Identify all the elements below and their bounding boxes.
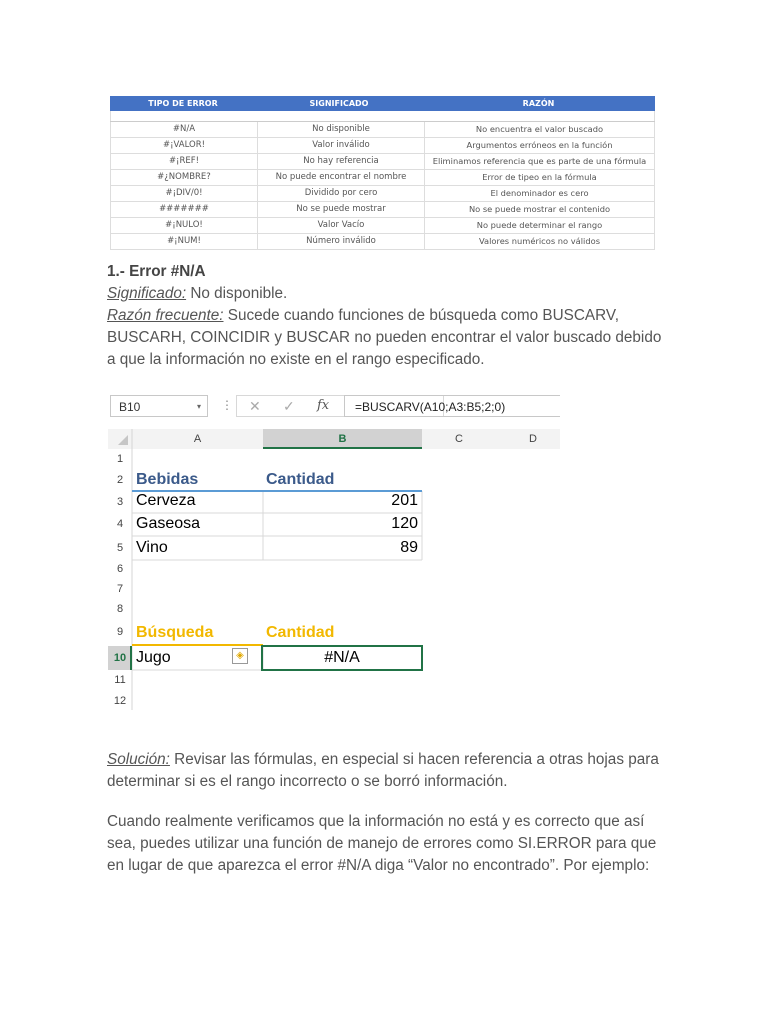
error-warning-icon[interactable]: ◈ <box>232 648 248 664</box>
error-table-header <box>110 96 655 111</box>
column-header-a[interactable]: A <box>193 433 202 445</box>
chevron-down-icon[interactable]: ▾ <box>196 402 201 411</box>
section-heading: 1.- Error #N/A <box>107 263 206 280</box>
row-header-11[interactable]: 11 <box>114 674 126 686</box>
solution-paragraph <box>107 749 667 793</box>
significado-label: Significado: <box>107 285 187 302</box>
row-header-8[interactable]: 8 <box>116 603 124 615</box>
table-row <box>110 122 655 138</box>
error-reason: Argumentos erróneos en la función <box>466 140 613 150</box>
name-box[interactable] <box>110 395 208 417</box>
row-header-9[interactable]: 9 <box>116 626 124 638</box>
enter-check-icon[interactable]: ✓ <box>283 398 295 414</box>
error-code: ####### <box>111 202 258 217</box>
razon-text: Sucede cuando funciones de búsqueda como BUSCARV, BUSCARH, COINCIDIR y BUSCAR no pueden encontrar el valor buscado debido a que la información no existe en el rango especificado. <box>107 307 662 368</box>
header-tipo: TIPO DE ERROR <box>148 99 218 108</box>
razon-label: Razón frecuente: <box>107 307 224 324</box>
cell-b2[interactable]: Cantidad <box>266 471 335 488</box>
row-header-7[interactable]: 7 <box>116 583 124 595</box>
column-header-c[interactable]: C <box>455 433 463 445</box>
error-meaning: Dividido por cero <box>258 186 425 201</box>
error-reason: No se puede mostrar el contenido <box>468 204 611 214</box>
error-reason: No puede determinar el rango <box>476 220 603 230</box>
error-meaning: No se puede mostrar <box>258 202 425 217</box>
cell-a9[interactable]: Búsqueda <box>136 624 214 641</box>
table-row <box>110 202 655 218</box>
cell-a3[interactable]: Cerveza <box>136 492 196 509</box>
error-table-body <box>110 121 655 250</box>
error-types-table <box>110 96 655 250</box>
error-reason: No encuentra el valor buscado <box>475 124 604 134</box>
error-code: #¡VALOR! <box>111 138 258 153</box>
error-code: #¡NUM! <box>111 234 258 249</box>
table-row <box>110 138 655 154</box>
row-header-1[interactable]: 1 <box>116 453 124 465</box>
error-code: #N/A <box>111 122 258 137</box>
more-options-icon[interactable]: ⋮ <box>221 398 233 412</box>
formula-input[interactable]: =BUSCARV(A10;A3:B5;2;0) <box>344 395 560 417</box>
table-row <box>110 234 655 250</box>
row-header-5[interactable]: 5 <box>116 542 124 554</box>
error-reason: Valores numéricos no válidos <box>478 236 601 246</box>
error-meaning: Número inválido <box>258 234 425 249</box>
cell-b5[interactable]: 89 <box>400 539 418 556</box>
name-box-value: B10 <box>119 400 141 414</box>
cell-b4[interactable]: 120 <box>391 515 418 532</box>
header-razon: RAZÓN <box>522 99 555 108</box>
cell-b10[interactable]: #N/A <box>324 649 360 666</box>
error-reason: Error de tipeo en la fórmula <box>482 172 597 182</box>
error-meaning: No disponible <box>258 122 425 137</box>
cell-b3[interactable]: 201 <box>391 492 418 509</box>
cell-a10[interactable]: Jugo <box>136 649 171 666</box>
row-header-2[interactable]: 2 <box>116 474 124 486</box>
error-code: #¡DIV/0! <box>111 186 258 201</box>
error-code: #¿NOMBRE? <box>111 170 258 185</box>
row-header-12[interactable]: 12 <box>113 695 127 707</box>
row-header-3[interactable]: 3 <box>116 496 124 508</box>
function-icon[interactable]: fx <box>317 398 330 413</box>
si-error-paragraph: Cuando realmente verificamos que la información no está y es correcto que así sea, puedes utilizar una función de manejo de errores como SI.ERROR para que en lugar de que aparezca el error #N/A diga “Valor no encontrado”. Por ejemplo: <box>107 813 657 874</box>
cell-b9[interactable]: Cantidad <box>266 624 335 641</box>
error-reason: El denominador es cero <box>490 188 589 198</box>
significado-line <box>107 283 667 305</box>
razon-paragraph <box>107 305 667 371</box>
error-meaning: Valor Vacío <box>258 218 425 233</box>
error-meaning: No puede encontrar el nombre <box>258 170 425 185</box>
row-header-4[interactable]: 4 <box>116 518 124 530</box>
cancel-icon[interactable]: ✕ <box>249 398 261 414</box>
cell-a4[interactable]: Gaseosa <box>136 515 201 532</box>
cell-a2[interactable]: Bebidas <box>136 471 199 488</box>
cell-a5[interactable]: Vino <box>136 539 168 556</box>
error-reason: Eliminamos referencia que es parte de una fórmula <box>432 156 647 166</box>
significado-text: No disponible. <box>186 285 288 302</box>
column-header-d[interactable]: D <box>529 433 537 445</box>
table-row <box>110 186 655 202</box>
table-row <box>110 170 655 186</box>
header-significado: SIGNIFICADO <box>309 99 369 108</box>
table-row <box>110 218 655 234</box>
error-meaning: No hay referencia <box>258 154 425 169</box>
error-meaning: Valor inválido <box>258 138 425 153</box>
column-header-b[interactable]: B <box>338 433 347 445</box>
row-header-10[interactable]: 10 <box>113 652 127 664</box>
formula-bar <box>108 392 560 422</box>
error-code: #¡REF! <box>111 154 258 169</box>
solution-text: Revisar las fórmulas, en especial si hacen referencia a otras hojas para determinar si es el rango incorrecto o se borró información. <box>107 751 659 790</box>
solution-label: Solución: <box>107 751 170 768</box>
table-row <box>110 154 655 170</box>
excel-screenshot <box>108 392 560 710</box>
error-code: #¡NULO! <box>111 218 258 233</box>
row-header-6[interactable]: 6 <box>116 563 124 575</box>
